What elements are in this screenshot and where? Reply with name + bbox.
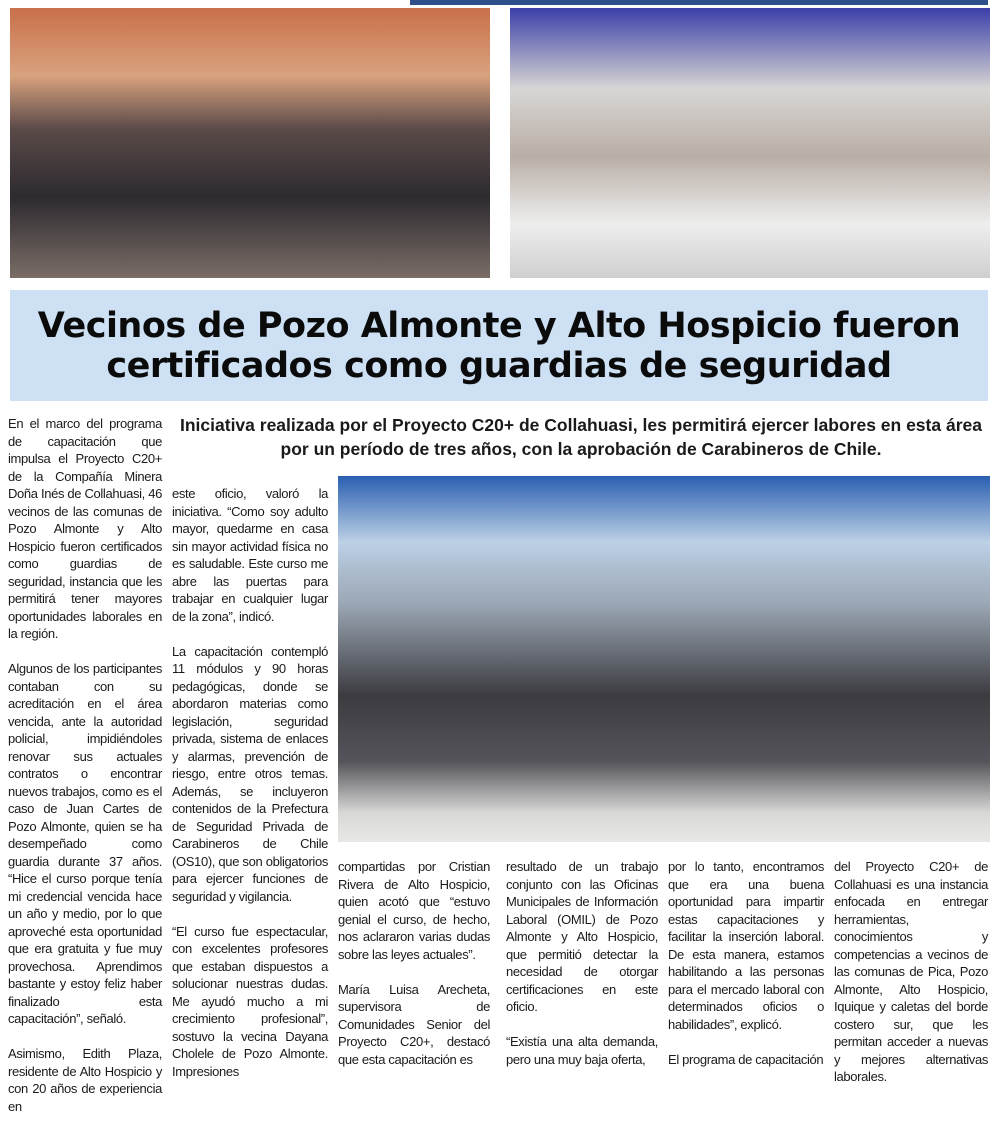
headline bbox=[38, 306, 960, 386]
paragraph: Algunos de los participantes contaban con su acreditación en el área vencida, ante la autoridad policial, impidiéndoles renovar sus actuales contratos o encontrar nuevos trabajos, como es el caso de Juan Cartes de Pozo Almonte, quien se ha desempeñado como guardia durante 37 años. “Hice el curso porque tenía mi credencial vencida hace un año y medio, por lo que aproveché esta oportunidad que era gratuita y fue muy provechosa. Aprendimos bastante y estoy feliz haber finalizado esta capacitación”, señaló. bbox=[8, 661, 162, 1026]
paragraph: este oficio, valoró la iniciativa. “Como soy adulto mayor, quedarme en casa sin mayor actividad física no es saludable. Este curso me abre las puertas para trabajar en cualquier lugar de la zona”, indicó. bbox=[172, 486, 328, 624]
paragraph: por lo tanto, encontramos que era una buena oportunidad para impartir estas capacitaciones y facilitar la inserción laboral. De esta manera, estamos habilitando a las personas para el mercado laboral con determinados oficios o habilidades”, explicó. bbox=[668, 859, 824, 1032]
article-column-6 bbox=[834, 858, 988, 1103]
paragraph: María Luisa Arecheta, supervisora de Comunidades Senior del Proyecto C20+, destacó que esta capacitación es bbox=[338, 981, 490, 1067]
headline-line-1: Vecinos de Pozo Almonte y Alto Hospicio fueron bbox=[37, 305, 961, 346]
headline-line-2: certificados como guardias de seguridad bbox=[106, 345, 892, 386]
paragraph: “Existía una alta demanda, pero una muy baja oferta, bbox=[506, 1034, 658, 1067]
paragraph: En el marco del programa de capacitación que impulsa el Proyecto C20+ de la Compañía Minera Doña Inés de Collahuasi, 46 vecinos de las comunas de Pozo Almonte y Alto Hospicio fueron certificados como guardias de seguridad, instancia que les permitirá tener mayores oportunidades laborales en la región. bbox=[8, 416, 162, 641]
paragraph: Asimismo, Edith Plaza, residente de Alto Hospicio y con 20 años de experiencia en bbox=[8, 1046, 162, 1114]
photo-classroom-participants bbox=[510, 8, 990, 278]
paragraph: del Proyecto C20+ de Collahuasi es una instancia enfocada en entregar herramientas, conocimientos y competencias a vecinos de las comunas de Pica, Pozo Almonte, Alto Hospicio, Iquique y caletas del borde costero sur, que les permitan acceder a nuevas y mejores alternativas laborales. bbox=[834, 859, 988, 1084]
paragraph: El programa de capacitación bbox=[668, 1051, 824, 1067]
photo-certificate-recipients bbox=[10, 8, 490, 278]
subheadline: Iniciativa realizada por el Proyecto C20+ de Collahuasi, les permitirá ejercer labores en esta área por un período de tres años, con la aprobación de Carabineros de Chile. bbox=[180, 415, 982, 459]
paragraph: resultado de un trabajo conjunto con las Oficinas Municipales de Información Laboral (OMIL) de Pozo Almonte y Alto Hospicio, que permitió detectar la necesidad de otorgar certificaciones en este oficio. bbox=[506, 859, 658, 1014]
article-column-1 bbox=[8, 415, 162, 1133]
photo-group-graduates bbox=[338, 476, 990, 842]
article-column-5 bbox=[668, 858, 824, 1086]
paragraph: “El curso fue espectacular, con excelentes profesores que estaban dispuestos a solucionar nuestras dudas. Me ayudó mucho a mi crecimiento profesional”, sostuvo la vecina Dayana Cholele de Pozo Almonte. Impresiones bbox=[172, 923, 328, 1079]
top-accent-bar bbox=[410, 0, 988, 5]
paragraph: compartidas por Cristian Rivera de Alto Hospicio, quien acotó que “estuvo genial el curso, de hecho, nos aclararon varias dudas sobre las leyes actuales”. bbox=[338, 859, 490, 962]
paragraph: La capacitación contempló 11 módulos y 90 horas pedagógicas, donde se abordaron materias como legislación, seguridad privada, sistema de enlaces y alarmas, prevención de riesgo, entre otros temas. Además, se incluyeron contenidos de la Prefectura de Seguridad Privada de Carabineros de Chile (OS10), que son obligatorios para ejercer funciones de seguridad y vigilancia. bbox=[172, 643, 328, 904]
article-column-2 bbox=[172, 485, 328, 1098]
article-column-3 bbox=[338, 858, 490, 1086]
article-column-4 bbox=[506, 858, 658, 1086]
headline-band bbox=[10, 290, 988, 401]
